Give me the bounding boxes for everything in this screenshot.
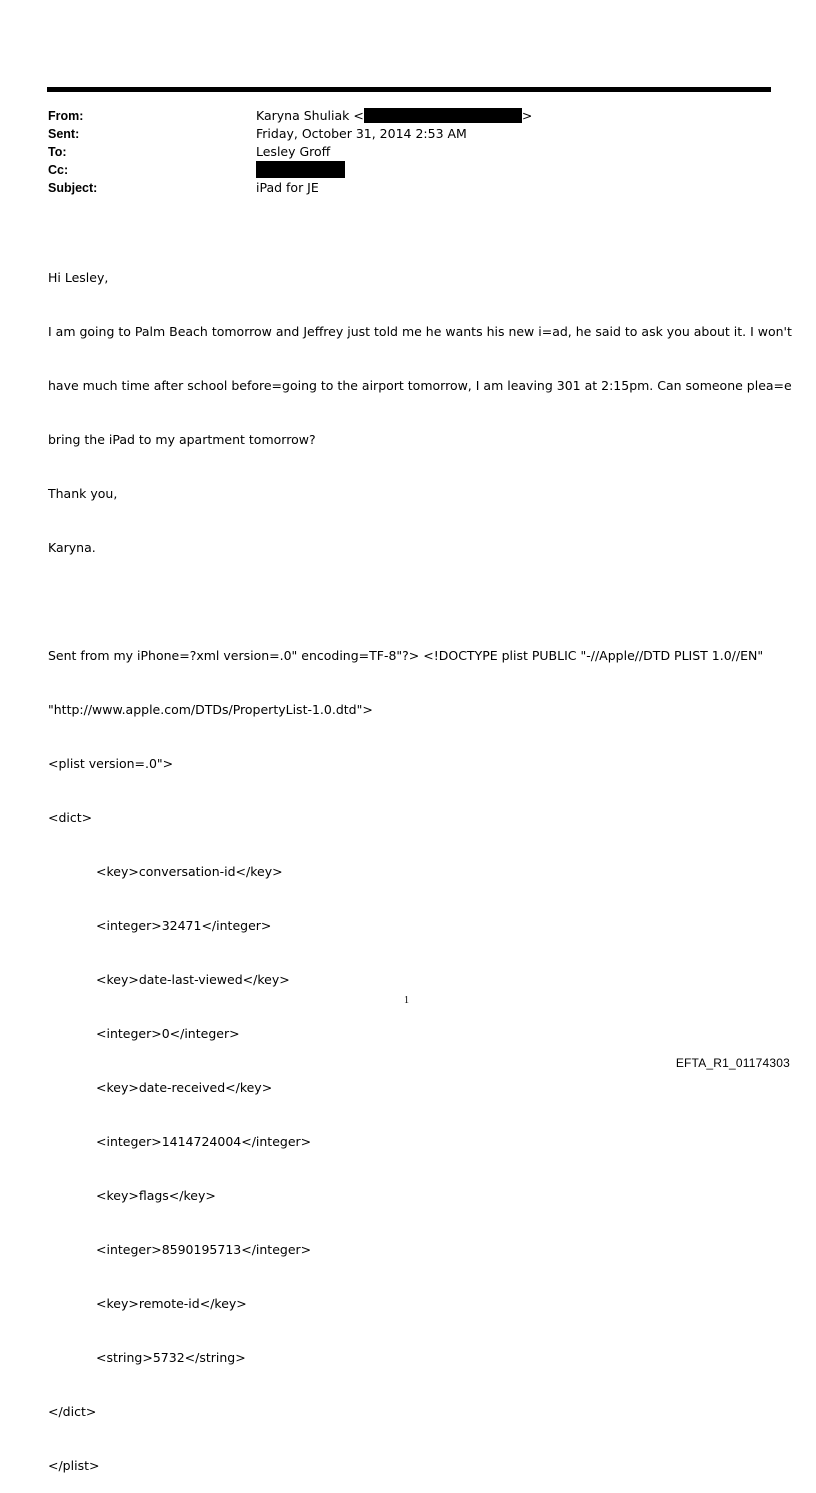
document-id: EFTA_R1_01174303 [675,1056,790,1070]
dict-line: <integer>32471</integer> [96,918,272,933]
from-name: Karyna Shuliak < [256,108,364,123]
dict-line: <string>5732</string> [96,1350,246,1365]
from-label: From: [48,109,84,123]
email-body [48,233,792,1493]
dict-line: <key>conversation-id</key> [96,864,283,879]
plist-open: <plist version=.0"> [48,756,174,771]
cc-label: Cc: [48,163,69,177]
subject-label: Subject: [48,181,98,195]
body-line-2: have much time after school before=going to the airport tomorrow, I am leaving 301 at 2:15pm. Can someone plea=e [48,378,792,393]
to-value: Lesley Groff [256,144,331,159]
greeting: Hi Lesley, [48,270,109,285]
dict-line: <key>date-received</key> [96,1080,273,1095]
dict-line: <integer>8590195713</integer> [96,1242,312,1257]
sent-label: Sent: [48,127,80,141]
body-line-1: I am going to Palm Beach tomorrow and Jeffrey just told me he wants his new i=ad, he said to ask you about it. I won't [48,324,792,339]
dict-line: <key>remote-id</key> [96,1296,247,1311]
dict-line: <key>flags</key> [96,1188,216,1203]
body-line-3: bring the iPad to my apartment tomorrow? [48,432,316,447]
from-value [256,107,532,125]
sent-from-line-2: "http://www.apple.com/DTDs/PropertyList-1.0.dtd"> [48,702,373,717]
blank-line [48,593,768,611]
dict-open: <dict> [48,810,93,825]
dict-close: </dict> [48,1404,97,1419]
cc-value [256,161,345,180]
subject-value: iPad for JE [256,180,319,195]
thanks: Thank you, [48,486,118,501]
header-rule [47,87,771,92]
redaction-cc [256,161,345,178]
redaction-from-email [364,108,522,123]
signature: Karyna. [48,540,96,555]
plist-close: </plist> [48,1458,100,1473]
sent-value: Friday, October 31, 2014 2:53 AM [256,126,467,141]
from-close: > [521,108,533,123]
dict-line: <integer>0</integer> [96,1026,240,1041]
sent-from-line-1: Sent from my iPhone=?xml version=.0" encoding=TF-8"?> <!DOCTYPE plist PUBLIC "-//Apple//DTD PLIST 1.0//EN" [48,648,764,663]
dict-line: <key>date-last-viewed</key> [96,972,290,987]
to-label: To: [48,145,67,159]
dict-line: <integer>1414724004</integer> [96,1134,312,1149]
page-number: 1 [404,995,409,1006]
